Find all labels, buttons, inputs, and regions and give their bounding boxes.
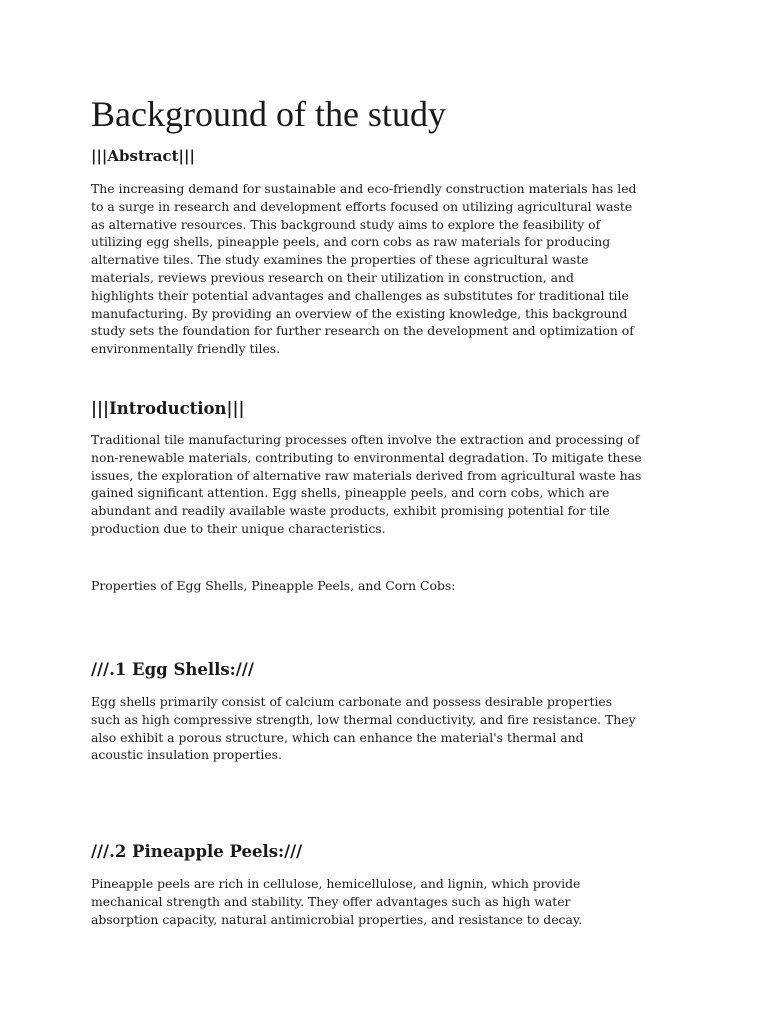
abstract-line: as alternative resources. This background study aims to explore the feasibility of xyxy=(91,216,601,232)
abstract-line: materials, reviews previous research on their utilization in construction, and xyxy=(91,269,574,285)
introduction-line: issues, the exploration of alternative raw materials derived from agricultural waste has xyxy=(91,467,642,483)
egg-shells-line: acoustic insulation properties. xyxy=(91,747,282,763)
egg-shells-heading: ///.1 Egg Shells:/// xyxy=(91,660,254,679)
abstract-line: highlights their potential advantages and challenges as substitutes for traditional tile xyxy=(91,287,629,303)
introduction-line: Traditional tile manufacturing processes often involve the extraction and processing of xyxy=(91,432,640,447)
abstract-line: study sets the foundation for further research on the development and optimization of xyxy=(91,323,634,339)
abstract-line: manufacturing. By providing an overview of the existing knowledge, this background xyxy=(91,305,628,321)
introduction-line: abundant and readily available waste products, exhibit promising potential for tile xyxy=(91,503,610,519)
egg-shells-line: Egg shells primarily consist of calcium carbonate and possess desirable properties xyxy=(91,694,613,709)
egg-shells-line: such as high compressive strength, low thermal conductivity, and fire resistance. They xyxy=(91,711,636,727)
pineapple-peels-line: mechanical strength and stability. They offer advantages such as high water xyxy=(91,893,571,909)
egg-shells-paragraph xyxy=(91,693,691,764)
abstract-line: to a surge in research and development efforts focused on utilizing agricultural waste xyxy=(91,198,633,214)
egg-shells-line: also exhibit a porous structure, which can enhance the material's thermal and xyxy=(91,729,584,745)
pineapple-peels-paragraph xyxy=(91,875,691,928)
abstract-heading: |||Abstract||| xyxy=(91,147,195,165)
pineapple-peels-heading: ///.2 Pineapple Peels:/// xyxy=(91,842,303,861)
abstract-line: environmentally friendly tiles. xyxy=(91,341,281,357)
introduction-paragraph xyxy=(91,431,691,538)
abstract-line: utilizing egg shells, pineapple peels, and corn cobs as raw materials for producing xyxy=(91,234,611,250)
properties-intro-text: Properties of Egg Shells, Pineapple Peels, and Corn Cobs: xyxy=(91,578,456,593)
document-title: Background of the study xyxy=(91,94,446,134)
pineapple-peels-line: Pineapple peels are rich in cellulose, hemicellulose, and lignin, which provide xyxy=(91,876,581,891)
introduction-line: gained significant attention. Egg shells, pineapple peels, and corn cobs, which are xyxy=(91,485,610,501)
introduction-heading: |||Introduction||| xyxy=(91,399,245,418)
pineapple-peels-line: absorption capacity, natural antimicrobial properties, and resistance to decay. xyxy=(91,911,583,927)
abstract-line: The increasing demand for sustainable and eco-friendly construction materials has led xyxy=(91,181,637,196)
introduction-line: production due to their unique characteristics. xyxy=(91,520,386,536)
abstract-line: alternative tiles. The study examines the properties of these agricultural waste xyxy=(91,252,589,268)
abstract-paragraph xyxy=(91,180,691,358)
introduction-line: non-renewable materials, contributing to environmental degradation. To mitigate these xyxy=(91,449,642,465)
